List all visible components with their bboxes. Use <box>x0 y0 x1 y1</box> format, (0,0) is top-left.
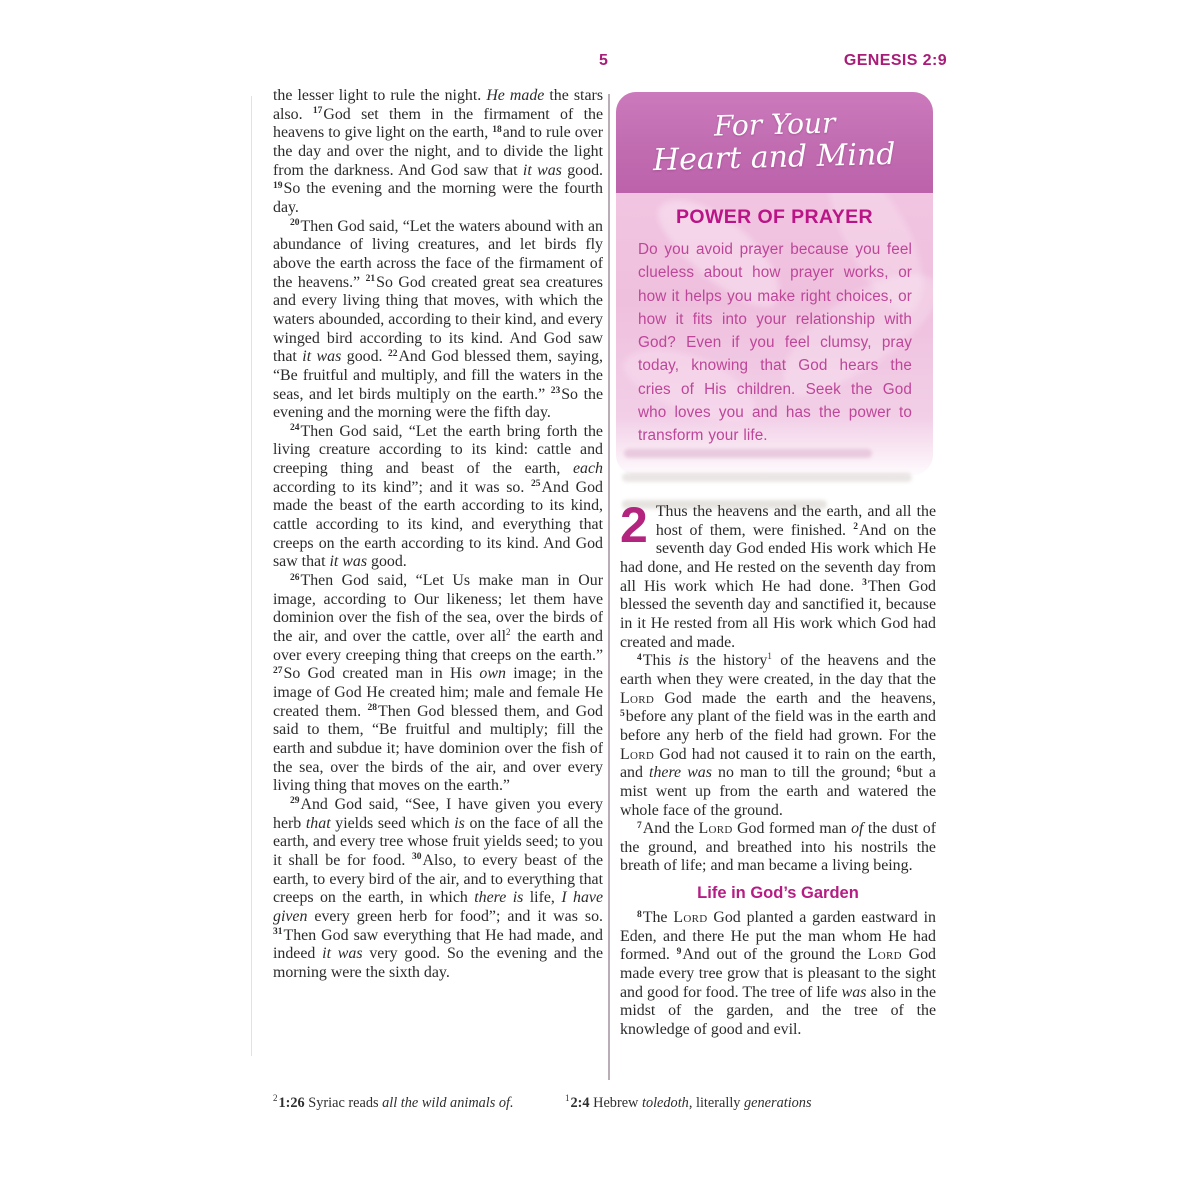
devotional-body-text: Do you avoid prayer because you feel clueless about how prayer works, or how it helps you make right choices, or how it fits into your relationship with God? Even if you feel clumsy, pray today, knowing that God hears the cries of His children. Seek the God who loves you and has the power to transform your life. <box>638 241 912 445</box>
verse-paragraph: $^{29}$And God said, “See, I have given you every herb that yields seed which is on the face of all the earth, and every tree whose fruit yields seed; to you it shall be for food. $^{30}$Also, to every beast of the earth, to every bird of the air, and to everything that creeps on the earth, in which there is life, I have given every green herb for food”; and it was so. $^{31}$Then God saw everything that He had made, and indeed it was very good. So the evening and the morning were the sixth day. <box>273 795 603 981</box>
chapter-number-drop-cap: 2 <box>620 503 648 553</box>
bleed-through-text-line <box>624 449 872 458</box>
verse-paragraph: the lesser light to rule the night. He made the stars also. $^{17}$God set them in the firmament of the heavens to give light on the earth, $^{18}$and to rule over the day and over the night, and to divide the light from the darkness. And God saw that it was good. $^{19}$So the evening and the morning were the fourth day. <box>273 87 603 216</box>
left-column-verse-text <box>273 87 603 1089</box>
devotional-box-header <box>616 92 933 193</box>
chapter-2-text <box>620 503 936 876</box>
running-head: GENESIS 2:9 <box>843 52 947 69</box>
footnote-left: $^2$1:26 Syriac reads all the wild animals of. <box>273 1093 514 1111</box>
garden-text <box>620 909 936 1040</box>
column-divider <box>608 94 610 1080</box>
section-heading: Life in God’s Garden <box>697 884 859 903</box>
bleed-through-text-line <box>622 473 912 482</box>
verse-paragraph: $^8$The Lord God planted a garden eastward in Eden, and there He put the man whom He had formed. $^9$And out of the ground the Lord God made every tree grow that is pleasant to the sight and good for food. The tree of life was also in the midst of the garden, and the tree of the knowledge of good and evil. <box>620 909 936 1039</box>
verse-paragraph: $^{20}$Then God said, “Let the waters abound with an abundance of living creatures, and let birds fly above the earth across the face of the firmament of the heavens.” $^{21}$So God created great sea creatures and every living thing that moves, with which the waters abounded, according to their kind, and every winged bird according to its kind. And God saw that it was good. $^{22}$And God blessed them, saying, “Be fruitful and multiply, and fill the waters in the seas, and let birds multiply on the earth.” $^{23}$So the evening and the morning were the fifth day. <box>273 217 603 422</box>
verse-paragraph: $^4$This is the history$^1$ of the heavens and the earth when they were created, in the day that the Lord God made the earth and the heavens, $^5$before any plant of the field was in the earth and before any herb of the field had grown. For the Lord God had not caused it to rain on the earth, and there was no man to till the ground; $^6$but a mist went up from the earth and watered the whole face of the ground. <box>620 651 936 819</box>
footnotes <box>273 1095 963 1119</box>
right-column-verse-text <box>620 503 936 1089</box>
devotional-script-title-line1: For Your <box>713 105 836 143</box>
verse-paragraph: $^{26}$Then God said, “Let Us make man in Our image, according to Our likeness; let them have dominion over the fish of the sea, over the birds of the air, and over the cattle, over all$^2$ the earth and over every creeping thing that creeps on the earth.” $^{27}$So God created man in His own image; in the image of God He created him; male and female He created them. $^{28}$Then God blessed them, and God said to them, “Be fruitful and multiply; fill the earth and subdue it; have dominion over the fish of the sea, over the birds of the air, and over every living thing that moves on the earth.” <box>273 572 603 795</box>
verse-paragraph: 2 Thus the heavens and the earth, and all the host of them, were finished. $^2$And on the seventh day God ended His work which He had done, and He rested on the seventh day from all His work which He had done. $^3$Then God blessed the seventh day and sanctified it, because in it He rested from all His work which God had created and made. <box>620 503 936 651</box>
verse-paragraph: $^{24}$Then God said, “Let the earth bring forth the living creature according to its kind: cattle and creeping thing and beast of the earth, each according to its kind”; and it was so. $^{25}$And God made the beast of the earth according to its kind, cattle according to its kind, and everything that creeps on the earth according to its kind. And God saw that it was good. <box>273 422 603 571</box>
devotional-box <box>616 92 933 475</box>
page-edge-line <box>251 96 252 1056</box>
verse-paragraph: $^7$And the Lord God formed man of the dust of the ground, and breathed into his nostrils the breath of life; and man became a living being. <box>620 820 936 875</box>
footnote-right: $^1$2:4 Hebrew toledoth, literally generations <box>565 1093 812 1111</box>
devotional-heading: POWER OF PRAYER <box>675 206 874 228</box>
page-number: 5 <box>599 52 608 69</box>
devotional-script-title-line2: Heart and Mind <box>652 136 897 178</box>
